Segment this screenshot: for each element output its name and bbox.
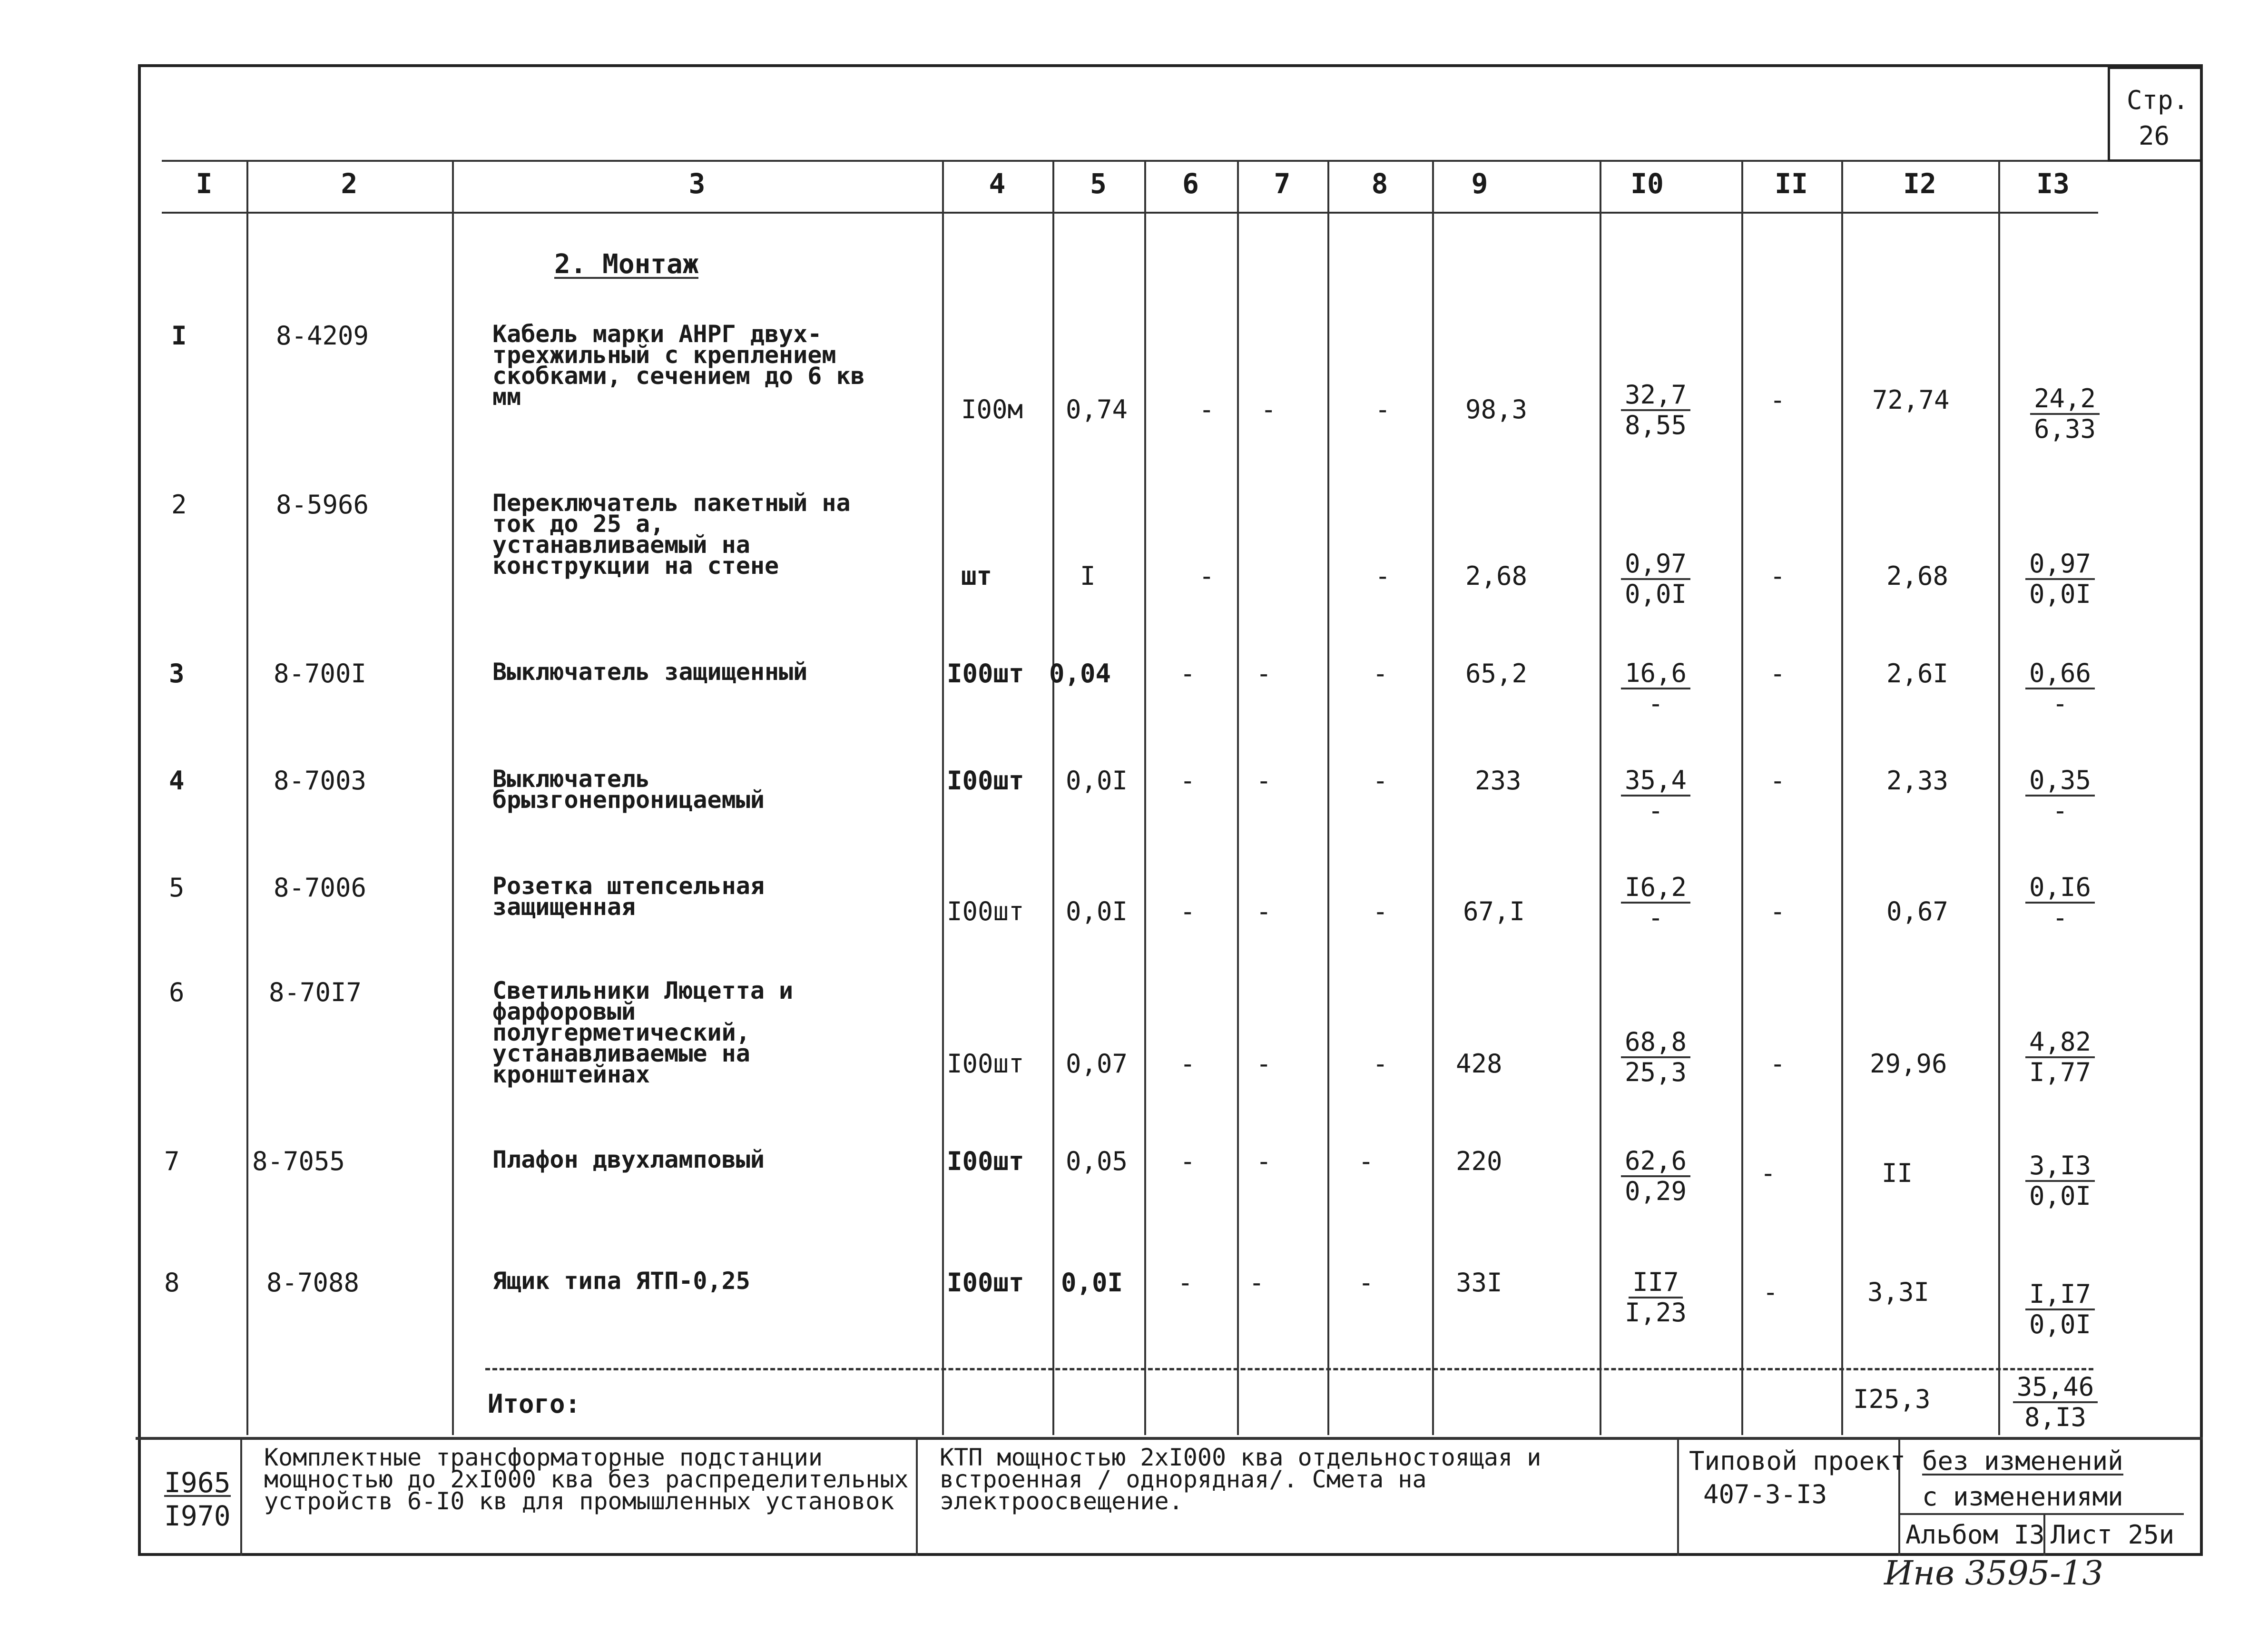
row-6-c7: - xyxy=(1256,1049,1272,1079)
row-3-c10-num: 16,6 xyxy=(1621,659,1690,689)
row-5-c9: 67,I xyxy=(1463,896,1525,926)
row-6-c13 xyxy=(2017,1028,2103,1087)
row-8-c13 xyxy=(2017,1280,2103,1339)
row-2-c12: 2,68 xyxy=(1886,561,1949,591)
row-3-c10 xyxy=(1613,659,1699,718)
total-c13 xyxy=(2013,1373,2098,1432)
row-2-c13 xyxy=(2017,550,2103,609)
row-2-c11: - xyxy=(1770,561,1786,591)
row-7-c8: - xyxy=(1358,1146,1374,1176)
row-3-qty: 0,04 xyxy=(1049,659,1111,689)
row-2-c9: 2,68 xyxy=(1465,561,1528,591)
col-sep-4 xyxy=(1052,160,1054,1435)
row-6-no: 6 xyxy=(169,977,185,1007)
row-8-c12: 3,3I xyxy=(1867,1277,1930,1307)
col-header-12: I2 xyxy=(1903,167,1936,200)
row-6-unit: I00шт xyxy=(947,1049,1024,1079)
row-1-c10-den: 8,55 xyxy=(1624,410,1687,440)
row-5-c12: 0,67 xyxy=(1886,896,1949,926)
row-2-c13-den: 0,0I xyxy=(2029,579,2091,609)
stamp-with-changes: с изменениями xyxy=(1922,1482,2123,1512)
row-8-c7: - xyxy=(1249,1268,1265,1298)
row-8-c11: - xyxy=(1763,1277,1778,1307)
row-4-c9: 233 xyxy=(1475,766,1522,796)
stamp-year-bottom: I970 xyxy=(164,1500,231,1532)
row-2-c6: - xyxy=(1199,561,1215,591)
total-label: Итого: xyxy=(488,1389,581,1419)
row-3-c13-den: - xyxy=(2052,689,2068,718)
stamp-album: Альбом I3 xyxy=(1905,1520,2045,1550)
row-3-code: 8-700I xyxy=(274,659,367,689)
section-title: 2. Монтаж xyxy=(554,249,699,280)
col-sep-1 xyxy=(246,160,248,1435)
stamp-sep-1 xyxy=(240,1437,242,1556)
row-6-c8: - xyxy=(1373,1049,1388,1079)
row-2-c10 xyxy=(1613,550,1699,609)
row-5-c13-num: 0,I6 xyxy=(2025,873,2095,904)
row-5-unit: I00шт xyxy=(947,896,1024,926)
row-4-qty: 0,0I xyxy=(1066,766,1128,796)
stamp-sheet: Лист 25и xyxy=(2051,1520,2175,1550)
row-4-c10 xyxy=(1613,766,1699,825)
row-6-c10 xyxy=(1613,1028,1699,1087)
col-header-11: II xyxy=(1775,167,1808,200)
row-7-code: 8-7055 xyxy=(252,1146,345,1176)
row-2-c8: - xyxy=(1375,561,1391,591)
row-1-unit: I00м xyxy=(961,394,1023,424)
row-3-c6: - xyxy=(1180,659,1196,689)
col-sep-7 xyxy=(1327,160,1329,1435)
row-5-c11: - xyxy=(1770,896,1786,926)
row-7-qty: 0,05 xyxy=(1066,1146,1128,1176)
stamp-sep-2 xyxy=(916,1437,918,1556)
total-c12: I25,3 xyxy=(1853,1384,1931,1414)
row-1-c6: - xyxy=(1199,394,1215,424)
row-3-c11: - xyxy=(1770,659,1786,689)
row-8-code: 8-7088 xyxy=(266,1268,360,1298)
row-8-unit: I00шт xyxy=(947,1268,1024,1298)
row-4-code: 8-7003 xyxy=(274,766,367,796)
row-5-c8: - xyxy=(1373,896,1388,926)
handwritten-inventory-note: Инв 3595-13 xyxy=(1884,1554,2104,1593)
row-3-c12: 2,6I xyxy=(1886,659,1949,689)
row-3-unit: I00шт xyxy=(947,659,1024,689)
row-8-c10-den: I,23 xyxy=(1624,1298,1687,1328)
row-1-c10 xyxy=(1613,381,1699,440)
row-4-c13 xyxy=(2017,766,2103,825)
row-6-c9: 428 xyxy=(1456,1049,1502,1079)
col-header-8: 8 xyxy=(1371,167,1388,200)
col-header-5: 5 xyxy=(1090,167,1107,200)
row-7-no: 7 xyxy=(164,1146,180,1176)
row-1-c10-num: 32,7 xyxy=(1621,381,1690,411)
col-sep-5 xyxy=(1144,160,1146,1435)
row-2-qty: I xyxy=(1080,561,1096,591)
row-3-c13 xyxy=(2017,659,2103,718)
row-5-c13-den: - xyxy=(2052,903,2068,933)
row-7-c10-num: 62,6 xyxy=(1621,1147,1690,1177)
page-number-label: Стр. xyxy=(2127,85,2189,115)
total-c13-den: 8,I3 xyxy=(2024,1402,2087,1432)
total-separator xyxy=(485,1368,2093,1370)
row-5-c10-num: I6,2 xyxy=(1621,873,1690,904)
row-4-c6: - xyxy=(1180,766,1196,796)
col-header-6: 6 xyxy=(1182,167,1199,200)
row-3-c13-num: 0,66 xyxy=(2025,659,2095,689)
stamp-sep-3 xyxy=(1677,1437,1679,1556)
col-sep-6 xyxy=(1237,160,1239,1435)
col-header-9: 9 xyxy=(1471,167,1488,200)
row-5-c7: - xyxy=(1256,896,1272,926)
stamp-right-line xyxy=(1898,1513,2184,1515)
row-2-c10-num: 0,97 xyxy=(1621,550,1690,580)
row-8-no: 8 xyxy=(164,1268,180,1298)
row-2-c13-num: 0,97 xyxy=(2025,550,2095,580)
row-6-desc: Светильники Люцетта и фарфоровый полугерметический, устанавливаемые на кронштейнах xyxy=(492,977,794,1088)
row-6-qty: 0,07 xyxy=(1066,1049,1128,1079)
row-6-c10-den: 25,3 xyxy=(1624,1057,1687,1087)
col-sep-10 xyxy=(1741,160,1743,1435)
row-4-desc: Выключатель брызгонепроницаемый xyxy=(492,765,765,814)
row-5-qty: 0,0I xyxy=(1066,896,1128,926)
row-7-unit: I00шт xyxy=(947,1146,1024,1176)
row-1-c13-num: 24,2 xyxy=(2030,384,2100,415)
row-4-unit: I00шт xyxy=(947,766,1024,796)
row-7-c9: 220 xyxy=(1456,1146,1502,1176)
stamp-top-line xyxy=(136,1437,2203,1440)
row-8-c10-num: II7 xyxy=(1629,1268,1683,1299)
document-frame xyxy=(138,64,2203,1556)
row-4-c13-den: - xyxy=(2052,796,2068,826)
col-header-13: I3 xyxy=(2036,167,2070,200)
stamp-no-changes: без изменений xyxy=(1922,1446,2123,1476)
col-sep-8 xyxy=(1432,160,1434,1435)
row-8-c10 xyxy=(1613,1268,1699,1327)
row-8-c8: - xyxy=(1358,1268,1374,1298)
row-5-desc: Розетка штепсельная защищенная xyxy=(492,872,765,921)
row-2-code: 8-5966 xyxy=(276,490,369,520)
row-3-no: 3 xyxy=(169,659,185,689)
row-2-c10-den: 0,0I xyxy=(1624,579,1687,609)
row-6-c10-num: 68,8 xyxy=(1621,1028,1690,1058)
row-1-qty: 0,74 xyxy=(1066,394,1128,424)
row-3-c7: - xyxy=(1256,659,1272,689)
row-5-no: 5 xyxy=(169,873,185,903)
col-sep-12 xyxy=(1998,160,2000,1435)
col-header-4: 4 xyxy=(989,167,1006,200)
row-6-c13-num: 4,82 xyxy=(2025,1028,2095,1058)
stamp-project-label: Типовой проект xyxy=(1689,1446,1906,1476)
stamp-title: Комплектные трансформаторные подстанции мощностью до 2хI000 ква без распределительных устройств 6-I0 кв для промышленных установок xyxy=(264,1444,909,1515)
row-8-c13-num: I,I7 xyxy=(2025,1280,2095,1310)
row-2-unit: шт xyxy=(961,561,992,591)
row-8-c9: 33I xyxy=(1456,1268,1502,1298)
row-1-c9: 98,3 xyxy=(1465,394,1528,424)
row-5-code: 8-7006 xyxy=(274,873,367,903)
row-7-c10 xyxy=(1613,1147,1699,1206)
col-sep-3 xyxy=(942,160,944,1435)
row-8-qty: 0,0I xyxy=(1061,1268,1123,1298)
row-1-c11: - xyxy=(1770,385,1786,415)
row-7-c13 xyxy=(2017,1151,2103,1210)
row-6-c12: 29,96 xyxy=(1870,1049,1947,1079)
stamp-year-top: I965 xyxy=(164,1466,231,1499)
col-header-3: 3 xyxy=(688,167,706,200)
row-1-c13 xyxy=(2022,384,2108,443)
col-sep-2 xyxy=(452,160,454,1435)
row-8-c13-den: 0,0I xyxy=(2029,1309,2091,1339)
row-4-c11: - xyxy=(1770,766,1786,796)
row-7-c11: - xyxy=(1760,1158,1776,1188)
row-6-c11: - xyxy=(1770,1049,1786,1079)
row-8-desc: Ящик типа ЯТП-0,25 xyxy=(492,1267,750,1295)
col-header-7: 7 xyxy=(1274,167,1291,200)
col-sep-9 xyxy=(1600,160,1601,1435)
row-4-c10-num: 35,4 xyxy=(1621,766,1690,797)
row-4-c12: 2,33 xyxy=(1886,766,1949,796)
page-number-value: 26 xyxy=(2139,121,2170,151)
row-5-c6: - xyxy=(1180,896,1196,926)
col-header-1: I xyxy=(196,167,213,200)
col-header-10: I0 xyxy=(1630,167,1664,200)
col-sep-11 xyxy=(1841,160,1843,1435)
row-3-desc: Выключатель защищенный xyxy=(492,658,808,686)
row-1-c12: 72,74 xyxy=(1872,385,1950,415)
row-7-c7: - xyxy=(1256,1146,1272,1176)
row-4-c7: - xyxy=(1256,766,1272,796)
row-7-c13-num: 3,I3 xyxy=(2025,1151,2095,1182)
row-1-c13-den: 6,33 xyxy=(2033,414,2096,444)
row-4-c10-den: - xyxy=(1648,796,1664,826)
row-7-desc: Плафон двухламповый xyxy=(492,1146,765,1173)
row-7-c6: - xyxy=(1180,1146,1196,1176)
row-4-c13-num: 0,35 xyxy=(2025,766,2095,797)
row-1-c7: - xyxy=(1261,394,1276,424)
stamp-project-number: 407-3-I3 xyxy=(1703,1479,1827,1509)
col-header-2: 2 xyxy=(341,167,358,200)
row-6-code: 8-70I7 xyxy=(269,977,362,1007)
row-7-c12: II xyxy=(1882,1158,1913,1188)
row-5-c13 xyxy=(2017,873,2103,932)
row-4-c8: - xyxy=(1373,766,1388,796)
row-1-code: 8-4209 xyxy=(276,321,369,351)
total-c13-num: 35,46 xyxy=(2013,1373,2098,1403)
stamp-subtitle: КТП мощностью 2хI000 ква отдельностоящая и встроенная / однорядная/. Смета на электроосвещение. xyxy=(940,1444,1541,1515)
row-5-c10 xyxy=(1613,873,1699,932)
row-6-c6: - xyxy=(1180,1049,1196,1079)
row-7-c13-den: 0,0I xyxy=(2029,1181,2091,1211)
row-7-c10-den: 0,29 xyxy=(1624,1176,1687,1206)
row-3-c10-den: - xyxy=(1648,689,1664,718)
row-3-c9: 65,2 xyxy=(1465,659,1528,689)
row-5-c10-den: - xyxy=(1648,903,1664,933)
row-1-no: I xyxy=(171,321,187,351)
row-2-no: 2 xyxy=(171,490,187,520)
row-1-c8: - xyxy=(1375,394,1391,424)
row-3-c8: - xyxy=(1373,659,1388,689)
row-8-c6: - xyxy=(1178,1268,1193,1298)
row-6-c13-den: I,77 xyxy=(2029,1057,2091,1087)
row-1-desc: Кабель марки АНРГ двух-трехжильный с креплением скобками, сечением до 6 кв мм xyxy=(492,320,865,411)
row-2-desc: Переключатель пакетный на ток до 25 а, устанавливаемый на конструкции на стене xyxy=(492,489,851,580)
row-4-no: 4 xyxy=(169,766,185,796)
